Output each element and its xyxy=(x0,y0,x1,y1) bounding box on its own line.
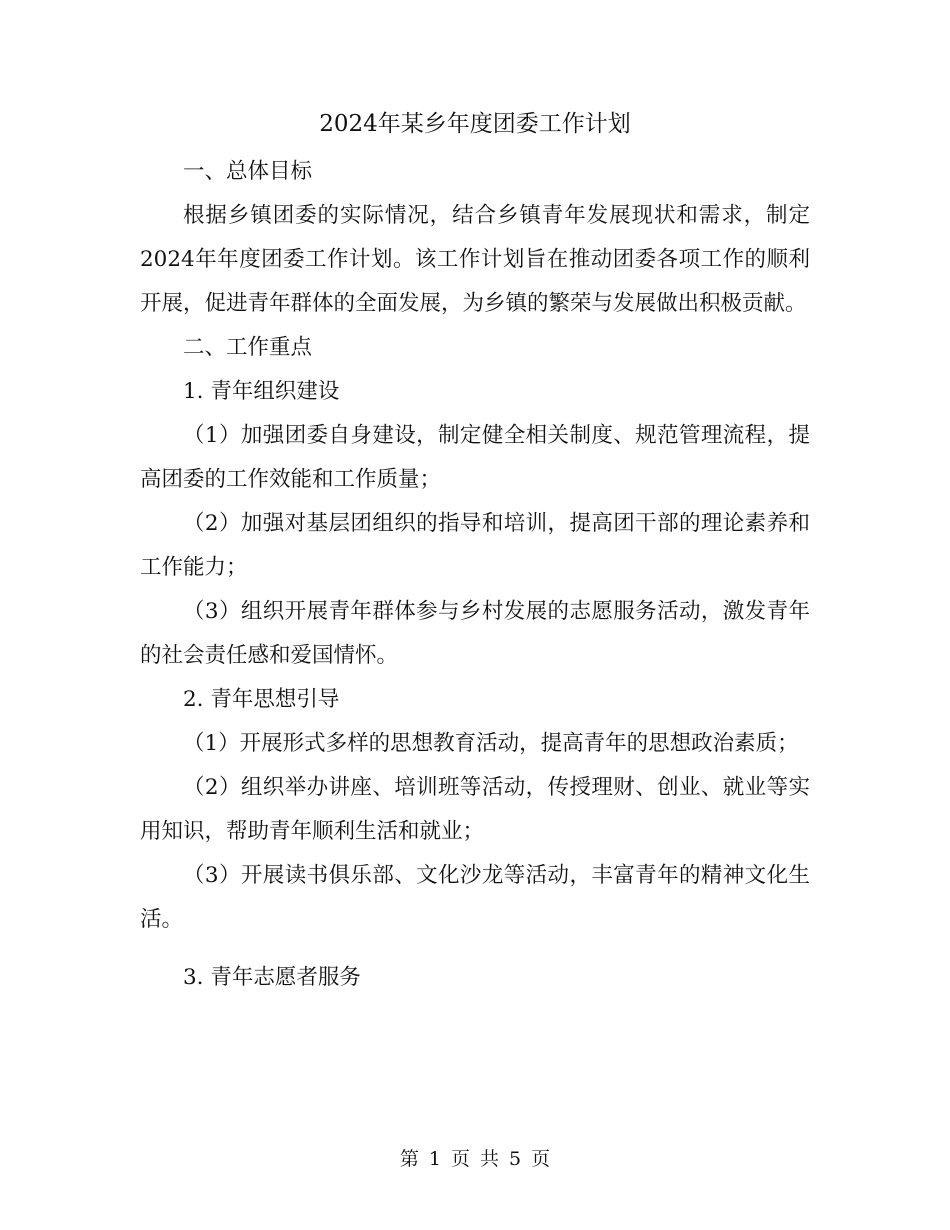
page-footer: 第 1 页 共 5 页 xyxy=(399,1148,551,1170)
document-body xyxy=(140,150,810,1000)
section-heading-focus: 二、工作重点 xyxy=(183,335,313,360)
paragraph-goals: 根据乡镇团委的实际情况，结合乡镇青年发展现状和需求，制定2024年年度团委工作计划。该工作计划旨在推动团委各项工作的顺利开展，促进青年群体的全面发展，为乡镇的繁荣与发展做出积极贡献。 xyxy=(140,203,810,316)
list-item-thought-1: （1）开展形式多样的思想教育活动，提高青年的思想政治素质； xyxy=(183,731,799,756)
subheading-volunteer: 3. 青年志愿者服务 xyxy=(183,965,361,990)
list-item-org-2: （2）加强对基层团组织的指导和培训，提高团干部的理论素养和工作能力； xyxy=(140,511,810,580)
list-item-thought-3: （3）开展读书俱乐部、文化沙龙等活动，丰富青年的精神文化生活。 xyxy=(140,863,810,932)
list-item-thought-2: （2）组织举办讲座、培训班等活动，传授理财、创业、就业等实用知识，帮助青年顺利生活和就业； xyxy=(140,775,810,844)
document-title: 2024年某乡年度团委工作计划 xyxy=(319,111,631,137)
list-item-org-1: （1）加强团委自身建设，制定健全相关制度、规范管理流程，提高团委的工作效能和工作质量； xyxy=(140,423,810,492)
list-item-org-3: （3）组织开展青年群体参与乡村发展的志愿服务活动，激发青年的社会责任感和爱国情怀。 xyxy=(140,599,810,668)
subheading-thought-guidance: 2. 青年思想引导 xyxy=(183,687,340,712)
subheading-org-building: 1. 青年组织建设 xyxy=(183,379,340,404)
section-heading-goals: 一、总体目标 xyxy=(183,159,313,184)
